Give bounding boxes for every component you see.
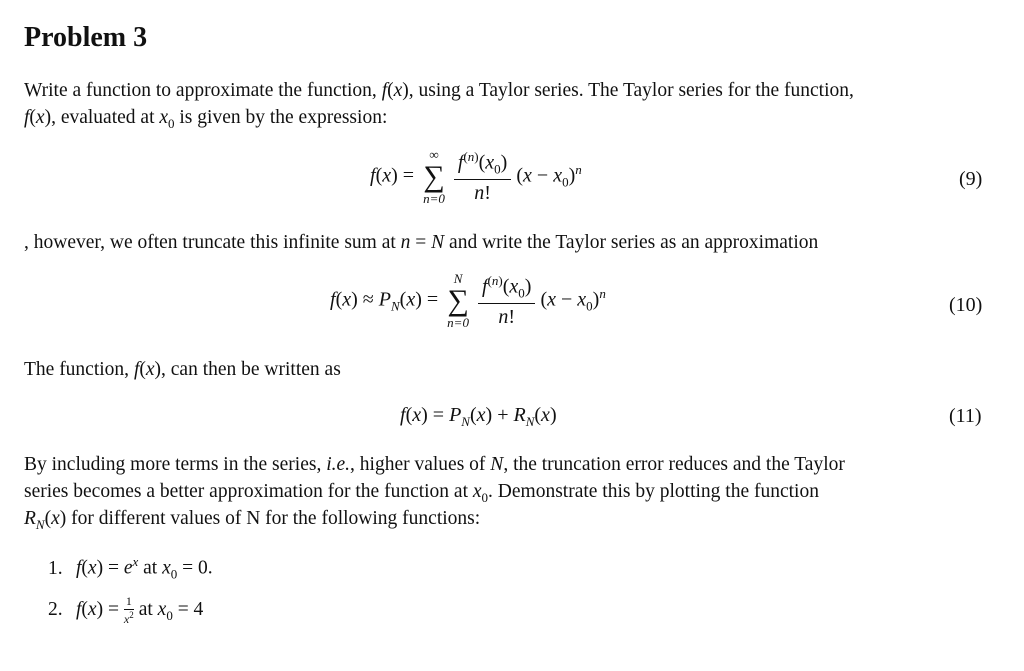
equation-11: $f(x) = P_N(x) + R_N(x)$ — [400, 404, 557, 429]
then-text: The function, f(x), can then be written as — [24, 359, 341, 380]
equation-11-number: (11) — [949, 405, 982, 427]
equation-9-number: (9) — [959, 168, 983, 190]
equation-9: f(x) = ∞ ∑ n=0 $\frac{f^{(n)}(x_0)}{n!}$ $(x - x_0)^n$ — [370, 147, 582, 206]
closing-line-1: By including more terms in the series, i.e., higher values of N, the truncation error reduces and the Taylor — [24, 454, 845, 475]
intro-line-2: f(x), evaluated at $x_0$ is given by the expression: — [24, 107, 388, 131]
list-item-2: 2. f(x) = $\frac{1}{x^2}$ at $x_0 = 4$ — [48, 594, 204, 626]
closing-line-2: series becomes a better approximation for the function at $x_0$. Demonstrate this by plotting the function — [24, 481, 819, 505]
list-item-1: 1. $f(x) = e^x$ at $x_0 = 0$. — [48, 554, 213, 582]
intro-line-1: Write a function to approximate the function, f(x), using a Taylor series. The Taylor series for the function, — [24, 80, 854, 101]
equation-10: $f(x) \approx P_N(x)$ = N ∑ n=0 $\frac{f^{(n)}(x_0)}{n!}$ $(x - x_0)^n$ — [330, 271, 606, 330]
truncation-text: , however, we often truncate this infinite sum at n = N and write the Taylor series as an approximation — [24, 232, 819, 253]
closing-line-3: $R_N(x)$ for different values of N for the following functions: — [24, 508, 481, 532]
equation-10-number: (10) — [949, 294, 983, 316]
problem-title: Problem 3 — [24, 22, 148, 53]
